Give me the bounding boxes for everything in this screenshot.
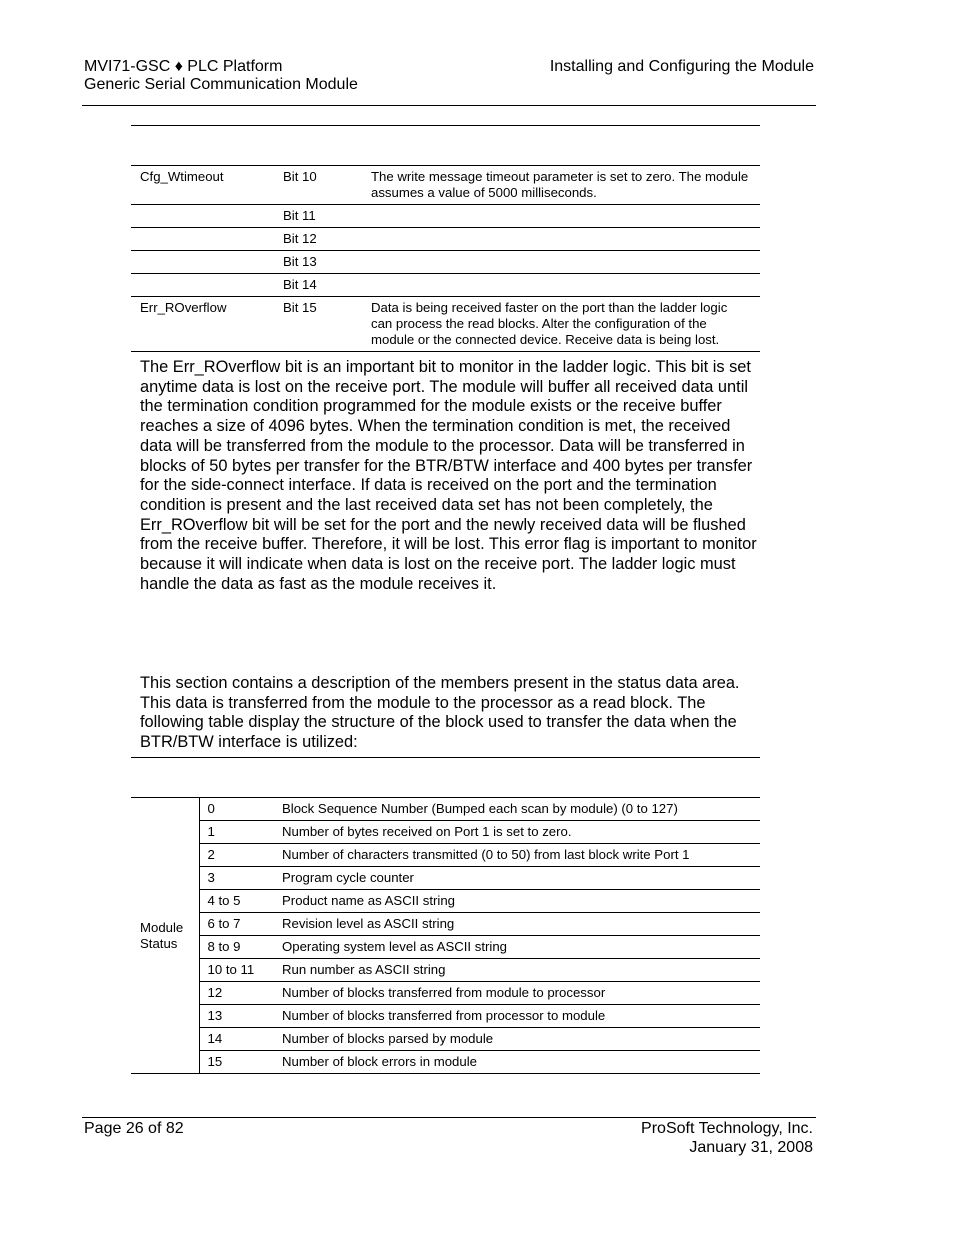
header-section: Installing and Configuring the Module xyxy=(549,58,814,75)
error-bits-table xyxy=(131,165,760,352)
group-label-cell: Module Status xyxy=(131,798,199,1074)
offset-cell: 13 xyxy=(199,1005,274,1028)
bit-description-cell xyxy=(363,274,760,297)
table-row xyxy=(131,251,760,274)
bit-number-cell: Bit 10 xyxy=(283,169,317,184)
offset-cell: 15 xyxy=(199,1051,274,1074)
table-row xyxy=(131,1028,760,1051)
bit-number-cell: Bit 12 xyxy=(283,231,317,246)
bit-description-cell xyxy=(363,205,760,228)
table-row xyxy=(131,913,760,936)
offset-cell: 1 xyxy=(199,821,274,844)
table-row xyxy=(131,982,760,1005)
bit-name-cell: Cfg_Wtimeout xyxy=(140,169,224,184)
offset-cell: 8 to 9 xyxy=(199,936,274,959)
description-cell: Number of characters transmitted (0 to 50) from last block write Port 1 xyxy=(274,844,760,867)
offset-cell: 0 xyxy=(199,798,274,821)
bit-name-cell: Err_ROverflow xyxy=(140,300,227,315)
description-cell: Number of blocks parsed by module xyxy=(274,1028,760,1051)
description-cell: Revision level as ASCII string xyxy=(274,913,760,936)
bit-description-cell xyxy=(363,251,760,274)
offset-cell: 3 xyxy=(199,867,274,890)
header-title: MVI71-GSC ♦ PLC Platform xyxy=(84,58,283,75)
footer-rule xyxy=(82,1117,816,1118)
bit-number-cell: Bit 15 xyxy=(283,300,317,315)
table-row xyxy=(131,297,760,352)
bit-name-cell xyxy=(131,251,274,274)
offset-cell: 14 xyxy=(199,1028,274,1051)
bit-number-cell: Bit 13 xyxy=(283,254,317,269)
description-cell: Operating system level as ASCII string xyxy=(274,936,760,959)
footer-date: January 31, 2008 xyxy=(689,1139,813,1156)
description-cell: Product name as ASCII string xyxy=(274,890,760,913)
table-row xyxy=(131,867,760,890)
offset-cell: 12 xyxy=(199,982,274,1005)
bit-number-cell: Bit 11 xyxy=(283,208,316,223)
overflow-explanation: The Err_ROverflow bit is an important bit to monitor in the ladder logic. This bit is set anytime data is lost on the receive port. The module will buffer all received data until the termination condition programmed for the module exists or the receive buffer reaches a size of 4096 bytes. When the termination condition is met, the received data will be transferred from the module to the processor. Data will be transferred in blocks of 50 bytes per transfer for the BTR/BTW interface and 400 bytes per transfer for the side-connect interface. If data is received on the port and the termination condition is present and the last received data set has not been completely, the Err_ROverflow bit will be set for the port and the newly received data will be flushed from the receive buffer. Therefore, it will be lost. This error flag is important to monitor because it will indicate when data is lost on the receive port. The ladder logic must handle the data as fast as the module receives it. xyxy=(140,358,757,593)
status-section-intro: This section contains a description of the members present in the status data area. This data is transferred from the module to the processor as a read block. The following table display the structure of the block used to transfer the data when the BTR/BTW interface is utilized: xyxy=(140,674,740,752)
table-row xyxy=(131,228,760,251)
bit-name-cell xyxy=(131,228,274,251)
offset-cell: 10 to 11 xyxy=(199,959,274,982)
table-row xyxy=(131,821,760,844)
description-cell: Block Sequence Number (Bumped each scan by module) (0 to 127) xyxy=(274,798,760,821)
table-row xyxy=(131,936,760,959)
bit-name-cell xyxy=(131,205,274,228)
status-table-top-rule xyxy=(131,757,760,758)
description-cell: Number of block errors in module xyxy=(274,1051,760,1074)
table-row xyxy=(131,798,760,821)
bit-description-cell xyxy=(363,228,760,251)
description-cell: Run number as ASCII string xyxy=(274,959,760,982)
page-number: Page 26 of 82 xyxy=(84,1120,184,1137)
bit-description-cell: Data is being received faster on the port than the ladder logic can process the read blocks. Alter the configuration of the module or the connected device. Receive data is being lost. xyxy=(371,300,728,347)
table-row xyxy=(131,274,760,297)
bit-number-cell: Bit 14 xyxy=(283,277,317,292)
table-row xyxy=(131,205,760,228)
description-cell: Number of blocks transferred from processor to module xyxy=(274,1005,760,1028)
table-row xyxy=(131,1005,760,1028)
header-rule xyxy=(82,105,816,106)
header-subtitle: Generic Serial Communication Module xyxy=(84,76,358,93)
table-row xyxy=(131,959,760,982)
table-row xyxy=(131,166,760,205)
footer-company: ProSoft Technology, Inc. xyxy=(641,1120,813,1137)
bit-description-cell: The write message timeout parameter is set to zero. The module assumes a value of 5000 milliseconds. xyxy=(371,169,749,200)
offset-cell: 6 to 7 xyxy=(199,913,274,936)
description-cell: Number of bytes received on Port 1 is set to zero. xyxy=(274,821,760,844)
table-row xyxy=(131,844,760,867)
table-row xyxy=(131,1051,760,1074)
offset-cell: 2 xyxy=(199,844,274,867)
table-top-rule xyxy=(131,125,760,126)
status-data-table xyxy=(131,797,760,1074)
offset-cell: 4 to 5 xyxy=(199,890,274,913)
bit-name-cell xyxy=(131,274,274,297)
table-row xyxy=(131,890,760,913)
description-cell: Program cycle counter xyxy=(274,867,760,890)
description-cell: Number of blocks transferred from module to processor xyxy=(274,982,760,1005)
